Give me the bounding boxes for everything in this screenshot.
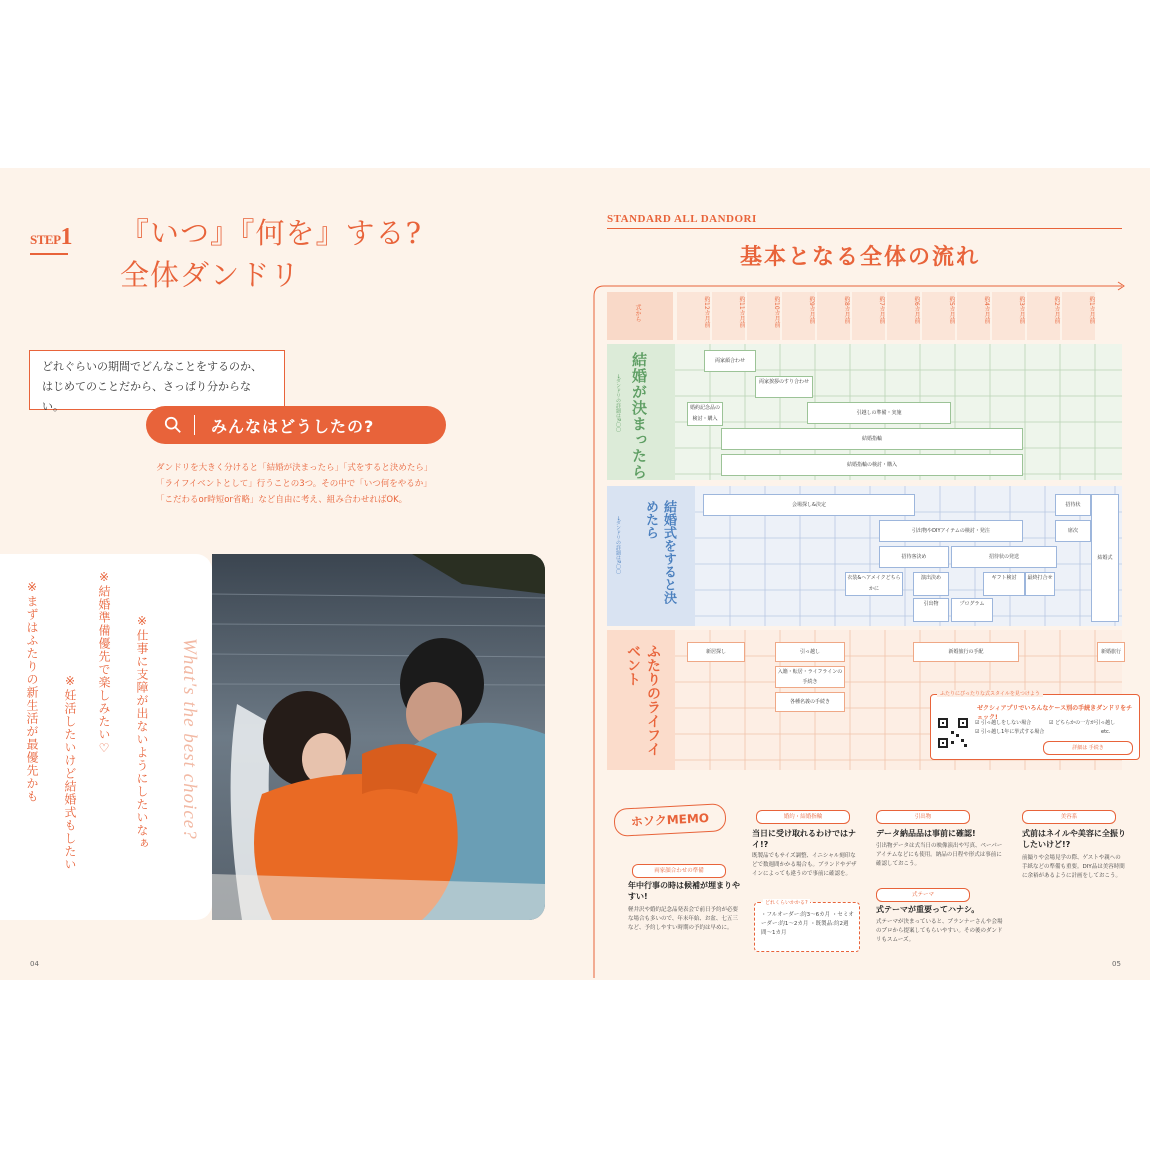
header-label: 約4カ月前: [983, 296, 990, 324]
bar: 招待状: [1055, 494, 1091, 516]
memo-head: データ納品品は事前に確認!: [876, 829, 976, 838]
quote-4: ※まずはふたりの新生活が最優先かも: [25, 580, 39, 803]
bar: 最終打合せ: [1025, 572, 1055, 596]
title-line-2: 全体ダンドリ: [120, 258, 301, 292]
main-title: 基本となる全体の流れ: [739, 245, 980, 270]
question-line-1: どれぐらいの期間でどんなことをするのか、: [42, 360, 262, 373]
memo-body: 引出物データは式当日の映像演出や写真、ペーパーアイテムなどにも使用。納品の日程や形式は事前に確認しておこう。: [876, 843, 1003, 867]
header-label: 約2カ月前: [1053, 296, 1060, 324]
bar: 両家挨拶のすり合わせ: [755, 376, 813, 398]
section-title: 結婚式をすると決めたら: [643, 500, 676, 604]
header-label: 約7カ月前: [878, 296, 885, 324]
bar: 新婚旅行: [1097, 642, 1125, 662]
quote-1: ※仕事に支障が出ないようにしたいなぁ: [135, 614, 149, 850]
bar: プログラム: [951, 598, 993, 622]
search-icon: [164, 416, 182, 434]
app-note-main: ゼクシィアプリでいろんなケース別の手続きダンドリをチェック!: [977, 705, 1133, 721]
section-rule: [607, 228, 1122, 229]
bar: 会場探し&決定: [703, 494, 915, 516]
bar: 入籍・転居・ライフラインの手続き: [775, 666, 845, 688]
bar: ギフト検討: [983, 572, 1025, 596]
page-title: [120, 212, 422, 296]
photo-illustration: [212, 554, 545, 920]
memo-title: ホソクMEMO: [613, 803, 726, 837]
pill-text: みんなはどうしたの?: [211, 416, 375, 436]
bar: 結婚式: [1091, 494, 1119, 622]
bar: 招待状の発送: [951, 546, 1057, 568]
magazine-spread: [0, 168, 1150, 980]
header-label: 約10カ月前: [773, 296, 780, 328]
bar: 結婚指輪: [721, 428, 1023, 450]
memo-tag: 両家顔合わせの準備: [632, 864, 726, 878]
section-sub: →ダンドリの詳細はP.〇〇: [615, 516, 621, 575]
quote-2: ※結婚準備優先で楽しみたい♡: [97, 570, 111, 756]
memo-tag: 婚約・結婚指輪: [756, 810, 850, 824]
qr-code-icon: [937, 717, 969, 749]
intro-line: 「こだわるor時短or省略」など自由に考え、組み合わせればOK。: [156, 495, 408, 505]
bar: 両家顔合わせ: [704, 350, 756, 372]
memo-body: 軽井沢や婚約記念品発表会で前日予約が必要な場合も多いので、年末年始、お盆、七五三など、予約しやすい時期の予約は早めに。: [628, 907, 739, 931]
search-pill: [146, 406, 446, 444]
question-box: [29, 350, 285, 413]
app-note: [930, 691, 1140, 760]
section-ceremony: [607, 486, 1122, 626]
section-sub: →ダンドリの詳細はP.〇〇: [615, 374, 621, 433]
intro-line: 「ライフイベントとして」行うことの3つ。その中で「いつ何をやるか」: [156, 479, 432, 489]
english-tagline: What's the best choice?: [179, 638, 200, 840]
memo-head: 式前はネイルや美容に全振りしたいけど!?: [1022, 829, 1126, 849]
header-label: 約11カ月前: [738, 296, 745, 328]
bar: 引出物やDIYアイテムの検討・発注: [879, 520, 1023, 542]
memo-body: 前撮りや会場見学の際、ゲストや親への手紙などの準備も重要。DIY品は美容時間に余裕があるように計画をしておこう。: [1022, 855, 1125, 879]
page-number-left: 04: [30, 960, 39, 968]
memo-body: ・フルオーダー:約3〜6カ月 ・セミオーダー:約1〜2カ月 ・既製品:約2週間〜1カ月: [761, 912, 854, 936]
header-label: 約1カ月前: [1088, 296, 1095, 324]
step-tag: STEP1: [30, 224, 72, 251]
memo-head: 年中行事の時は候補が埋まりやすい!: [628, 881, 740, 901]
memo-durations: [754, 902, 860, 952]
memo-tag: どれくらいかかる?: [765, 900, 808, 906]
title-line-1: 『いつ』『何を』する?: [120, 216, 423, 250]
bar: 各種名義の手続き: [775, 692, 845, 712]
memo-body: 既製品でもサイズ調整、イニシャル刻印などで数週間かかる場合も。ブランドやデザインによっても違うので事前に確認を。: [752, 853, 857, 877]
intro-body: [156, 460, 446, 508]
memo-head: 式テーマが重要ってハナシ。: [876, 905, 980, 914]
app-note-item: ☑ どちらかの一方が引っ越し: [1049, 720, 1116, 726]
app-note-item: ☑ 引っ越しをしない場合: [975, 720, 1032, 726]
bar: 招待客決め: [879, 546, 949, 568]
memo-tag: 式テーマ: [876, 888, 970, 902]
memo-tag: 美容系: [1022, 810, 1116, 824]
couple-photo: [212, 554, 545, 920]
timeline-header-labels: [607, 292, 1122, 340]
quote-3: ※妊活したいけど結婚式もしたい: [63, 674, 77, 871]
intro-line: ダンドリを大きく分けると「結婚が決まったら」「式をすると決めたら」: [156, 463, 433, 473]
header-label: 約6カ月前: [913, 296, 920, 324]
header-label: 約5カ月前: [948, 296, 955, 324]
question-line-2: はじめてのことだから、さっぱり分からない。: [42, 380, 251, 413]
header-label: 約12カ月前: [703, 296, 710, 328]
section-title: 結婚が決まったら: [630, 352, 648, 480]
section-marriage: [607, 344, 1122, 480]
bar: 引越しの準備・実施: [807, 402, 951, 424]
bar: 結婚指輪の検討・購入: [721, 454, 1023, 476]
header-label: 約9カ月前: [808, 296, 815, 324]
bar: 新居探し: [687, 642, 745, 662]
page-number-right: 05: [1112, 960, 1121, 968]
bar: 新婚旅行の手配: [913, 642, 1019, 662]
header-label: 約3カ月前: [1018, 296, 1025, 324]
memo-tag: 引出物: [876, 810, 970, 824]
app-note-link[interactable]: 詳細は 手続き: [1043, 741, 1133, 755]
app-note-item: etc.: [1101, 729, 1111, 735]
bar: 席次: [1055, 520, 1091, 542]
app-note-title: ふたりにぴったりな式スタイルを見つけよう: [937, 690, 1043, 697]
bar: 演出決め: [913, 572, 949, 596]
bar: 婚約記念品の検討・購入: [687, 402, 723, 426]
section-title: ふたりのライフイベント: [625, 644, 661, 756]
section-label: STANDARD ALL DANDORI: [607, 213, 757, 225]
bar: 衣装&ヘアメイクどちらかに: [845, 572, 903, 596]
memo-body: 式テーマが決まっていると、プランナーさんや会場のプロから提案してもらいやすい。その後のダンドリもスムーズ。: [876, 919, 1003, 943]
bar: 引出物: [913, 598, 949, 622]
bar: 引っ越し: [775, 642, 845, 662]
memo-head: 当日に受け取れるわけではナイ!?: [752, 829, 856, 849]
header-label: 約8カ月前: [843, 296, 850, 324]
app-note-item: ☑ 引っ越し1年に挙式する場合: [975, 729, 1045, 735]
photo-card: [0, 554, 545, 920]
quote-panel: [0, 554, 212, 920]
header-label: 式から: [634, 304, 641, 322]
